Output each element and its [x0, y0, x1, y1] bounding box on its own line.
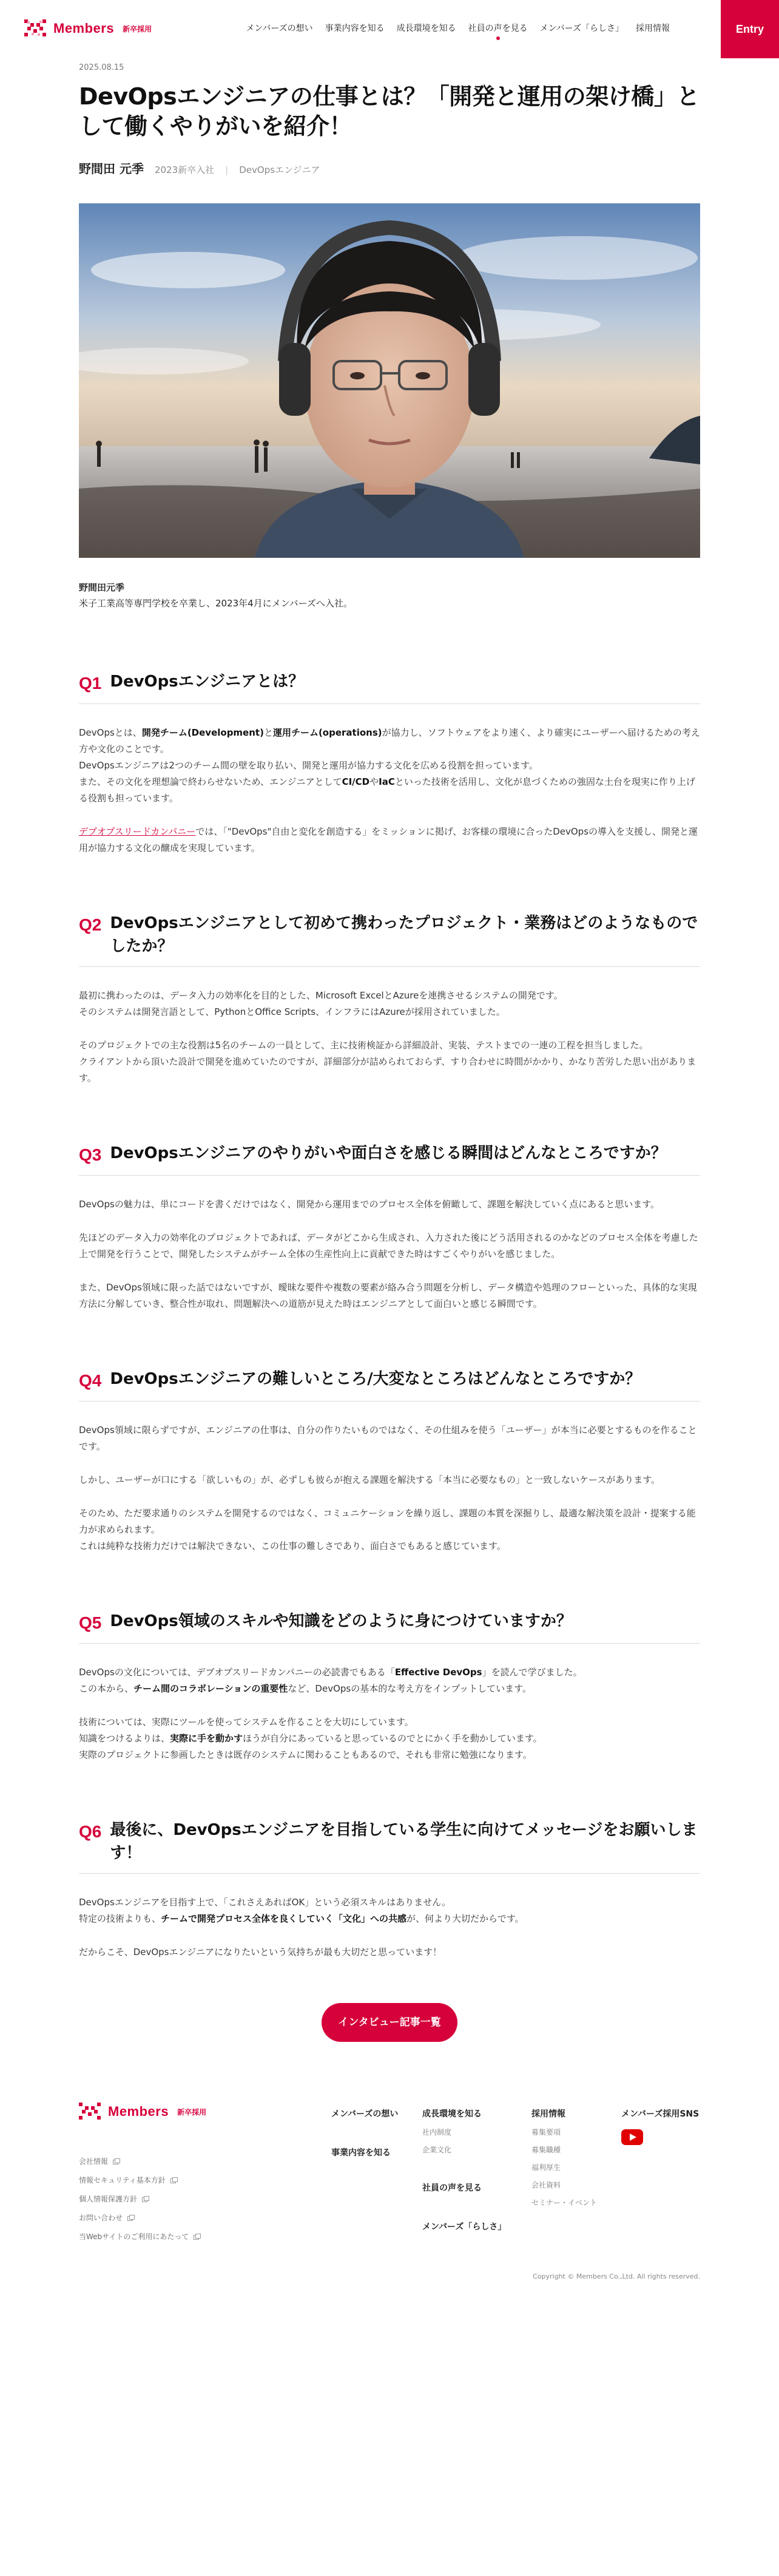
qa-section-4 [79, 1368, 700, 1554]
footer-logo[interactable] [79, 2103, 206, 2121]
footer-col-3 [531, 2107, 597, 2208]
footer-nav-philosophy[interactable]: メンバーズの想い [331, 2109, 399, 2120]
article [79, 58, 700, 2042]
footer-sub-requirements[interactable]: 募集要項 [531, 2128, 561, 2137]
question-heading [79, 1142, 700, 1176]
caption-name: 野間田元季 [79, 581, 125, 593]
answer-paragraph: そのため、ただ要求通りのシステムを開発するのではなく、コミュニケーションを繰り返し、課題の本質を深掘りし、最適な解決策を設計・提案する能力が求められます。 これは純粋な技術力だけでは解決できない、この仕事の難しさであり、面白さでもあると感じています。 [79, 1508, 696, 1552]
external-link-icon [142, 2196, 149, 2202]
question-heading [79, 912, 700, 967]
question-heading [79, 671, 700, 704]
external-link-icon [113, 2158, 120, 2164]
footer-sub-benefits[interactable]: 福利厚生 [531, 2163, 561, 2172]
youtube-link[interactable] [621, 2138, 643, 2147]
external-link-icon [170, 2177, 178, 2183]
footer-nav-growth[interactable]: 成長環境を知る [422, 2109, 482, 2120]
question-heading [79, 1368, 700, 1402]
hero-photo [79, 203, 700, 558]
site-footer [79, 2103, 700, 2576]
author-info [79, 159, 700, 177]
footer-sub-culture[interactable]: 企業文化 [422, 2146, 452, 2155]
footer-sub-materials[interactable]: 会社資料 [531, 2181, 561, 2190]
answer-paragraph: 最初に携わったのは、データ入力の効率化を目的とした、Microsoft ExcelとAzureを連携させるシステムの開発です。 そのシステムは開発言語として、PythonとOffice Scripts、インフラにはAzureが採用されていました。 [79, 990, 563, 1018]
cta-area [79, 2003, 700, 2042]
logo-name: Members [53, 21, 115, 36]
footer-sns-heading: メンバーズ採用SNS [621, 2109, 700, 2120]
interview-photo [79, 203, 700, 558]
footer-col-2 [422, 2107, 506, 2259]
author-name: 野間田 元季 [79, 161, 144, 176]
footer-link-contact[interactable]: お問い合わせ [79, 2212, 201, 2223]
answer-paragraph: しかし、ユーザーが口にする「欲しいもの」が、必ずしも彼らが抱える課題を解決する「本当に必要なもの」と一致しないケースがあります。 [79, 1474, 661, 1486]
answer-paragraph: DevOps領域に限らずですが、エンジニアの仕事は、自分の作りたいものではなく、その仕組みを使う「ユーザー」が本当に必要とするものを作ることです。 [79, 1425, 697, 1452]
logo-sub: 新卒採用 [177, 2107, 207, 2117]
question-text: DevOpsエンジニアとは？ [110, 673, 305, 691]
footer-links [79, 2156, 201, 2242]
footer-nav-voices[interactable]: 社員の声を見る [422, 2183, 482, 2194]
answer-paragraph: また、DevOps領域に限った話ではないですが、曖昧な要件や複数の要素が絡み合う問題を分析し、データ構造や処理のフローといった、具体的な実現方法に分解していき、整合性が取れ、問題解決への道筋が見えた時はエンジニアとして面白いと感じる瞬間です。 [79, 1282, 697, 1310]
question-number: Q3 [79, 1145, 102, 1165]
question-text: DevOps領域のスキルや知識をどのように身につけていますか？ [110, 1612, 572, 1631]
footer-nav-recruit[interactable]: 採用情報 [531, 2109, 565, 2120]
entry-button[interactable]: Entry [721, 0, 779, 58]
question-text: DevOpsエンジニアとして初めて携わったプロジェクト・業務はどのようなものでしたか？ [110, 914, 698, 955]
copyright: Copyright © Members Co.,Ltd. All rights reserved. [533, 2273, 700, 2281]
answer-paragraph: 先ほどのデータ入力の効率化のプロジェクトであれば、データがどこから生成され、入力された後にどう活用されるのかなどのプロセス全体を考慮した上で開発を行うことで、開発したシステムがチーム全体の生産性向上に貢献できた時はすごくやりがいを感じました。 [79, 1232, 698, 1260]
answer-paragraph: DevOpsエンジニアを目指す上で、「これさえあればOK」という必須スキルはありません。 特定の技術よりも、チームで開発プロセス全体を良くしていく「文化」への共感が、何より大切だからです。 [79, 1897, 524, 1925]
article-date: 2025.08.15 [79, 63, 124, 72]
footer-nav-business[interactable]: 事業内容を知る [331, 2148, 391, 2158]
question-number: Q6 [79, 1822, 102, 1841]
nav-item-business[interactable]: 事業内容を知る [325, 24, 385, 33]
nav-item-rashisa[interactable]: メンバーズ「らしさ」 [539, 24, 624, 33]
members-logo-icon [24, 19, 47, 38]
footer-link-terms[interactable]: 当Webサイトのご利用にあたって [79, 2231, 201, 2242]
question-number: Q2 [79, 915, 102, 935]
interview-list-button[interactable]: インタビュー記事一覧 [322, 2003, 457, 2042]
global-nav [246, 22, 670, 34]
youtube-icon [621, 2129, 643, 2145]
author-divider: | [225, 164, 229, 175]
answer-paragraph: 技術については、実際にツールを使ってシステムを作ることを大切にしています。 知識をつけるよりは、実際に手を動かすほうが自分にあっていると思っているのでとにかく手を動かしています。 実際のプロジェクトに参画したときは既存のシステムに関わることもあるので、それも非常に勉強になります。 [79, 1716, 542, 1760]
question-number: Q5 [79, 1613, 102, 1633]
answer-paragraph: だからこそ、DevOpsエンジニアになりたいという気持ちが最も大切だと思っています！ [79, 1947, 442, 1958]
footer-col-4 [621, 2107, 699, 2147]
answer-paragraph: DevOpsの文化については、デブオプスリードカンパニーの必読書でもある「Effective DevOps」を読んで学びました。 この本から、チーム間のコラボレーションの重要性など、DevOpsの基本的な考え方をインプットしています。 [79, 1666, 582, 1694]
answer-paragraph: そのプロジェクトでの主な役割は5名のチームの一員として、主に技術検証から詳細設計、実装、テストまでの一連の工程を担当しました。 クライアントから頂いた設計で開発を進めていたのですが、詳細部分が詰められておらず、すり合わせに時間がかかり、かなり苦労した思い出があります。 [79, 1040, 696, 1084]
footer-col-1 [331, 2107, 398, 2185]
footer-sub-positions[interactable]: 募集職種 [531, 2146, 561, 2155]
site-header [0, 0, 779, 58]
author-role: DevOpsエンジニア [239, 164, 320, 175]
nav-item-growth[interactable]: 成長環境を知る [396, 24, 456, 33]
site-logo[interactable] [24, 19, 152, 38]
footer-sub-seminar[interactable]: セミナー・イベント [531, 2198, 598, 2208]
footer-sub-system[interactable]: 社内制度 [422, 2128, 452, 2137]
question-text: DevOpsエンジニアの難しいところ/大変なところはどんなところですか？ [110, 1370, 641, 1389]
external-link-icon [194, 2234, 201, 2240]
qa-section-5 [79, 1610, 700, 1763]
answer-paragraph: DevOpsとは、開発チーム(Development)と運用チーム(operations)が協力し、ソフトウェアをより速く、より確実にユーザーへ届けるための考え方や文化のことです。 DevOpsエンジニアは2つのチーム間の壁を取り払い、開発と運用が協力する文化を広める役割を担っています。 また、その文化を理想論で終わらせないため、エンジニアとしてCI/CDやIaCといった技術を活用し、文化が息づくための強固な土台を現実に作り上げる役割も担っています。 [79, 727, 700, 804]
logo-sub: 新卒採用 [123, 24, 152, 33]
author-year: 2023新卒入社 [154, 164, 215, 175]
nav-item-recruit[interactable]: 採用情報 [636, 24, 670, 33]
footer-link-company[interactable]: 会社情報 [79, 2156, 201, 2166]
caption-text: 米子工業高等専門学校を卒業し、2023年4月にメンバーズへ入社。 [79, 598, 352, 609]
qa-section-3 [79, 1142, 700, 1312]
question-number: Q4 [79, 1371, 102, 1391]
question-text: DevOpsエンジニアのやりがいや面白さを感じる瞬間はどんなところですか？ [110, 1144, 667, 1163]
author-caption [79, 580, 700, 612]
qa-section-6 [79, 1819, 700, 1961]
answer-paragraph: DevOpsの魅力は、単にコードを書くだけではなく、開発から運用までのプロセス全体を俯瞰して、課題を解決していく点にあると思います。 [79, 1199, 660, 1210]
devops-lead-company-link[interactable]: デプオプスリードカンパニー [79, 826, 196, 838]
question-text: 最後に、DevOpsエンジニアを目指している学生に向けてメッセージをお願いします！ [110, 1820, 698, 1862]
external-link-icon [127, 2215, 135, 2221]
footer-link-security[interactable]: 情報セキュリティ基本方針 [79, 2175, 201, 2185]
question-heading [79, 1819, 700, 1874]
question-number: Q1 [79, 674, 102, 693]
members-logo-icon [79, 2103, 102, 2121]
footer-link-privacy[interactable]: 個人情報保護方針 [79, 2194, 201, 2204]
page-title: DevOpsエンジニアの仕事とは？「開発と運用の架け橋」として働くやりがいを紹介！ [79, 83, 700, 140]
answer-paragraph: デプオプスリードカンパニーでは、「"DevOps"自由と変化を創造する」をミッションに掲げ、お客様の環境に合ったDevOpsの導入を支援し、開発と運用が協力する文化の醸成を実現しています。 [79, 826, 698, 854]
qa-section-1 [79, 671, 700, 856]
nav-item-philosophy[interactable]: メンバーズの想い [246, 24, 313, 33]
logo-name: Members [108, 2104, 169, 2120]
question-heading [79, 1610, 700, 1644]
footer-nav-rashisa[interactable]: メンバーズ「らしさ」 [422, 2222, 507, 2232]
qa-section-2 [79, 912, 700, 1086]
nav-item-voices[interactable]: 社員の声を見る [468, 22, 528, 34]
